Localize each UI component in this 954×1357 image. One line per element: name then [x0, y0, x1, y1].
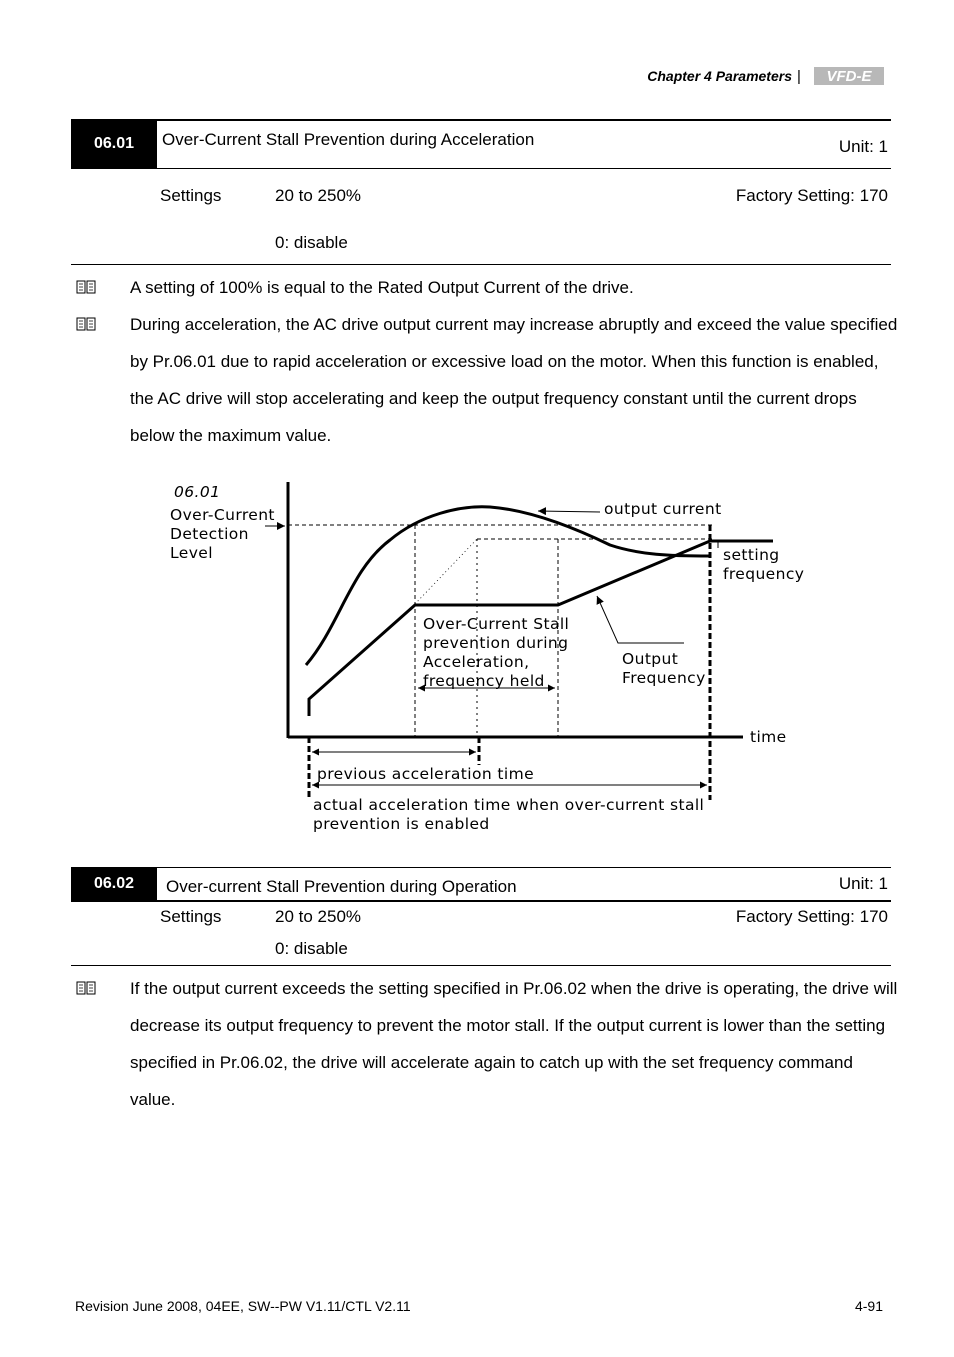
setting-frequency-line1: setting [723, 546, 780, 564]
footer-page-number: 4-91 [854, 1298, 883, 1314]
param2-number: 06.02 [93, 875, 135, 892]
book-icon [76, 317, 96, 331]
actual-accel-line2: prevention is enabled [313, 815, 490, 833]
setting-frequency-line2: frequency [723, 565, 805, 583]
param2-number-badge [71, 867, 157, 901]
stall-prevention-diagram [150, 470, 850, 850]
header-separator: | [797, 68, 801, 85]
param1-title: Over-Current Stall Prevention during Acceleration [162, 130, 535, 149]
level-label-line1: Over-Current [170, 506, 275, 524]
stall-label-line3: Acceleration, [423, 653, 530, 671]
param2-top-rule [71, 867, 891, 868]
output-frequency-pointer [597, 596, 684, 643]
param2-title: Over-current Stall Prevention during Operation [166, 877, 517, 896]
param2-range: 20 to 250% [275, 907, 362, 926]
actual-accel-line1: actual acceleration time when over-current stall [313, 796, 705, 814]
param2-note: If the output current exceeds the setting specified in Pr.06.02 when the drive is operating, the drive will decrease its output frequency to prevent the motor stall. If the output current is lower than the setting specified in Pr.06.02, the drive will accelerate again to catch up with the set frequency command value. [130, 979, 898, 1109]
param2-settings-rule [71, 965, 891, 966]
param2-factory-setting: Factory Setting: 170 [735, 907, 888, 926]
stall-label-line4: frequency held [423, 672, 545, 690]
param1-factory-setting: Factory Setting: 170 [735, 186, 888, 205]
output-frequency-line1: Output [622, 650, 679, 668]
param1-unit: Unit: 1 [838, 137, 888, 156]
previous-accel-ramp [415, 539, 477, 604]
param1-range: 20 to 250% [275, 186, 362, 205]
output-current-label: output current [604, 500, 722, 518]
previous-accel-label: previous acceleration time [317, 765, 535, 783]
logo-text: VFD-E [826, 68, 872, 85]
stall-label-line1: Over-Current Stall [423, 615, 570, 633]
book-icon [76, 981, 96, 995]
chapter-title: Chapter 4 Parameters [647, 68, 792, 84]
param1-bottom-rule [71, 168, 891, 169]
param1-top-rule [71, 119, 891, 121]
level-label-line2: Detection [170, 525, 249, 543]
output-frequency-line2: Frequency [622, 669, 706, 687]
book-icon [76, 280, 96, 294]
level-label-line3: Level [170, 544, 213, 562]
param1-note-1: A setting of 100% is equal to the Rated Output Current of the drive. [130, 278, 634, 297]
param2-settings-label: Settings [160, 907, 222, 926]
footer-revision: Revision June 2008, 04EE, SW--PW V1.11/CTL V2.11 [75, 1298, 411, 1314]
level-param-label: 06.01 [174, 483, 221, 501]
time-axis-label: time [750, 728, 787, 746]
param1-disable: 0: disable [275, 233, 348, 252]
param1-settings-rule [71, 264, 891, 265]
param2-unit: Unit: 1 [838, 874, 888, 893]
output-current-pointer [538, 511, 600, 512]
param1-note-2: During acceleration, the AC drive output current may increase abruptly and exceed the value specified by Pr.06.01 due to rapid acceleration or excessive load on the motor. When this function is enabled, the AC drive will stop accelerating and keep the output frequency constant until the current drops below the maximum value. [130, 315, 898, 445]
param2-disable: 0: disable [275, 939, 348, 958]
param1-number-badge [71, 119, 157, 168]
param2-bottom-rule [71, 900, 891, 902]
stall-label-line2: prevention during [423, 634, 569, 652]
vfd-e-logo [814, 67, 884, 85]
param1-number: 06.01 [93, 134, 135, 152]
param1-settings-label: Settings [160, 186, 222, 205]
